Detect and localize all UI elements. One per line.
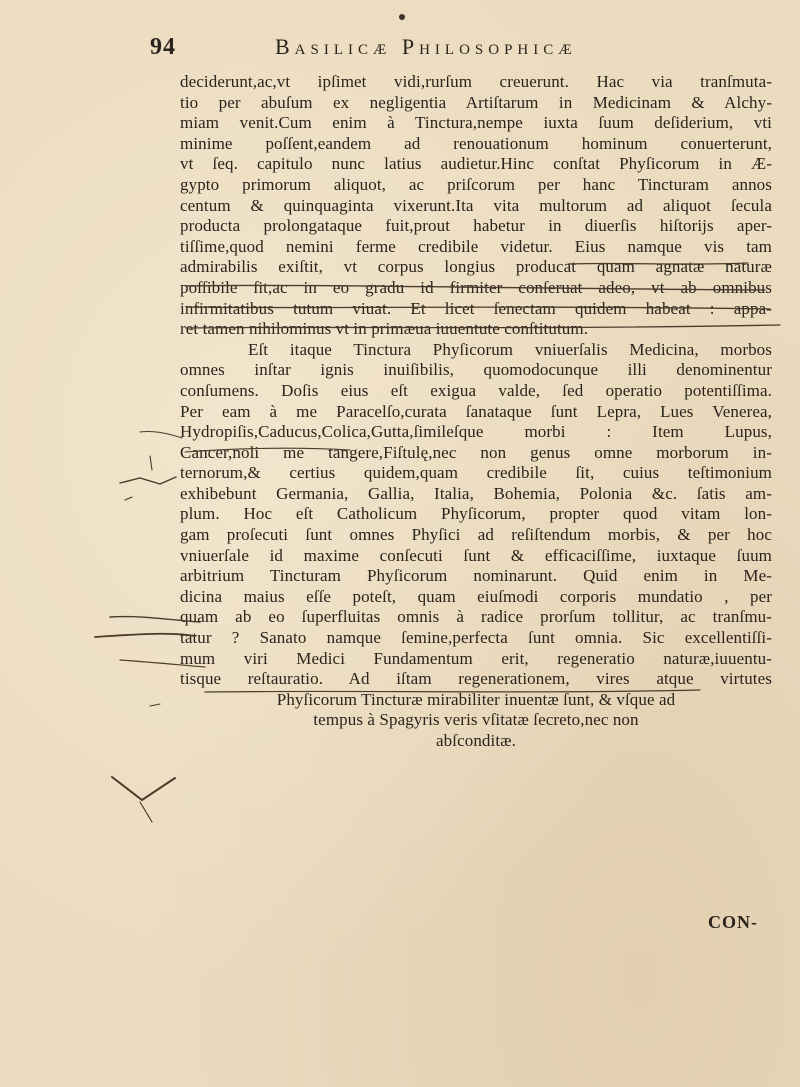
text-line: deciderunt,ac,vt ipſimet vidi,rurſum creuerunt. Hac via tranſmuta- [180, 72, 772, 91]
running-head: Basilicæ Philosophicæ [275, 34, 577, 59]
text-line: plum. Hoc eſt Catholicum Phyſicorum, propter quod vitam lon- [180, 504, 772, 524]
text-line: ret tamen nihilominus vt in primæua iuuentute conſtitutum. [180, 319, 589, 339]
text-line: tisque reſtauratio. Ad iſtam regenerationem, vires atque virtutes [180, 669, 772, 689]
text-line: Cancer,noli me tangere,Fiſtulę,nec non genus omne morborum in- [180, 442, 772, 462]
text-line: admirabilis exiſtit, vt corpus longius producat quam agnatæ naturæ [180, 257, 772, 277]
text-line: poſſibile ſit,ac in eo gradu id firmiter conſeruat adeo, vt ab omnibus [180, 277, 772, 297]
text-line: tiſſime,quod nemini ferme credibile videtur. Eius namque vis tam [180, 236, 772, 256]
text-line: Eſt itaque Tinctura Phyſicorum vniuerſalis Medicina, morbos [248, 339, 772, 359]
ink-dot [399, 14, 405, 20]
text-line: Per eam à me Paracelſo,curata ſanataque ſunt Lepra, Lues Venerea, [180, 401, 772, 421]
paragraph-1 [180, 72, 772, 340]
text-line: ternorum,& certius quidem,quam credibile ſit, cuius teſtimonium [180, 463, 772, 483]
text-line: mum viri Medici Fundamentum erit, regeneratio naturæ,iuuentu- [180, 648, 772, 668]
text-line: vniuerſale id maxime conſecuti ſunt & efficaciſſime, iuxtaque ſuum [180, 545, 772, 565]
text-line: Hydropiſis,Caducus,Colica,Gutta,ſimileſque morbi : Item Lupus, [180, 422, 772, 442]
text-line: centum & quinquaginta vixerunt.Ita vita multorum ad aliquot ſecula [180, 195, 772, 215]
text-line: arbitrium Tincturam Phyſicorum nominarunt. Quid enim in Me- [180, 566, 772, 586]
text-line: miam venit.Cum enim à Tinctura,nempe iuxta ſuum deſiderium, vti [180, 113, 772, 133]
text-line: quam ab eo ſuperfluitas omnis à radice prorſum tollitur, ac tranſmu- [180, 607, 772, 627]
text-line: Phyſicorum Tincturæ mirabiliter inuentæ ſunt, & vſque ad [276, 689, 676, 709]
text-line: vt ſeq. capitulo nunc latius audietur.Hinc conſtat Phyſicorum in Æ- [180, 154, 772, 174]
text-line: abſconditæ. [436, 731, 516, 750]
text-line: tatur ? Sanato namque ſemine,perfecta ſunt omnia. Sic excellentiſſi- [180, 628, 772, 648]
text-line: conſumens. Doſis eius eſt exigua valde, ſed operatio potentiſſima. [180, 380, 772, 400]
paragraph-2 [180, 340, 772, 752]
body-text [180, 72, 772, 752]
text-line: minime poſſent,eandem ad renouationum hominum conuerterunt, [180, 133, 772, 153]
text-line: producta prolongataque fuit,prout habetur in diuerſis hiſtorijs aper- [180, 216, 772, 236]
text-line: gam proſecuti ſunt omnes Phyſici ad reſiſtendum morbis, & per hoc [180, 525, 772, 545]
text-line: omnes inſtar ignis inuiſibilis, quomodocunque illi denominentur [180, 360, 772, 380]
text-line: infirmitatibus tutum viuat. Et licet ſenectam quidem habeat : appa- [180, 298, 772, 318]
text-line: dicina maius eſſe poteſt, quam eiuſmodi corporis mundatio , per [180, 586, 772, 606]
text-line: tio per abuſum ex negligentia Artiſtarum in Medicinam & Alchy- [180, 92, 772, 112]
text-line: tempus à Spagyris veris vſitatæ ſecreto,nec non [313, 710, 639, 730]
text-line: gypto primorum aliquot, ac priſcorum per hanc Tincturam annos [180, 174, 772, 194]
text-line: exhibebunt Germania, Gallia, Italia, Bohemia, Polonia &c. ſatis am- [180, 483, 772, 503]
page-number: 94 [150, 34, 176, 60]
page-header [150, 34, 710, 64]
catchword: CON- [708, 912, 758, 932]
